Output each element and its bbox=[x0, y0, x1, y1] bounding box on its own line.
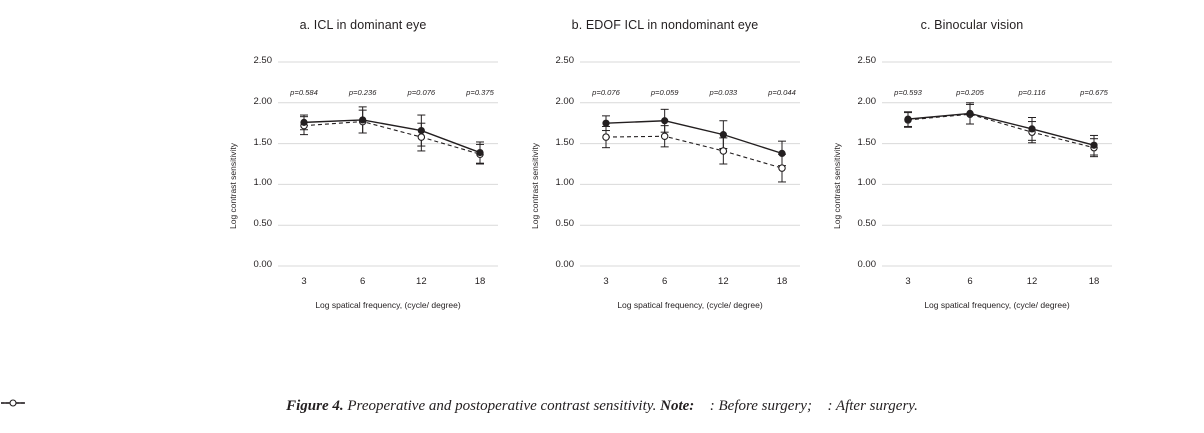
x-axis-tick-label: 12 bbox=[416, 276, 427, 287]
p-value-annotation: p=0.375 bbox=[466, 88, 494, 98]
y-axis-tick-label: 2.00 bbox=[857, 95, 876, 107]
y-axis-tick-label: 2.50 bbox=[555, 55, 574, 66]
caption-figure-label: Figure 4. bbox=[286, 398, 344, 414]
y-axis-tick-label: 1.00 bbox=[555, 177, 574, 189]
y-axis-tick-label: 0.00 bbox=[555, 259, 574, 270]
y-axis-tick-label: 0.50 bbox=[555, 218, 574, 230]
caption-legend-before: : Before surgery; bbox=[709, 398, 812, 414]
y-axis-tick-label: 1.00 bbox=[253, 177, 272, 189]
x-axis-label: Log spatical frequency, (cycle/ degree) bbox=[924, 300, 1070, 310]
x-axis-tick-label: 12 bbox=[718, 276, 729, 287]
chart-panel-b bbox=[520, 18, 810, 338]
y-axis-tick-label: 2.50 bbox=[857, 55, 876, 66]
p-value-annotation: p=0.236 bbox=[348, 88, 377, 98]
x-axis-tick-label: 12 bbox=[1026, 276, 1038, 287]
y-axis-tick-label: 2.00 bbox=[253, 95, 272, 107]
y-axis-tick-label: 0.00 bbox=[857, 259, 876, 270]
x-axis-label: Log spatical frequency, (cycle/ degree) bbox=[617, 300, 763, 310]
x-axis-tick-label: 3 bbox=[905, 276, 911, 287]
x-axis-tick-label: 6 bbox=[967, 276, 973, 287]
y-axis-tick-label: 1.50 bbox=[253, 136, 272, 148]
panel-c-title: c. Binocular vision bbox=[920, 18, 1024, 32]
p-value-annotation: p=0.076 bbox=[592, 88, 620, 98]
x-axis-tick-label: 18 bbox=[776, 276, 788, 287]
x-axis-tick-label: 18 bbox=[474, 276, 486, 287]
panel-b-plot bbox=[520, 54, 810, 322]
y-axis-tick-label: 2.50 bbox=[253, 55, 272, 66]
figure-caption bbox=[0, 398, 1204, 415]
y-axis-tick-label: 1.50 bbox=[857, 136, 876, 148]
caption-text: Preoperative and postoperative contrast sensitivity. bbox=[347, 398, 657, 414]
panel-c-plot bbox=[822, 54, 1122, 322]
y-axis-tick-label: 0.50 bbox=[857, 218, 876, 230]
y-axis-tick-label: 0.50 bbox=[253, 218, 272, 230]
x-axis-tick-label: 18 bbox=[1088, 276, 1100, 287]
panel-a-plot bbox=[218, 54, 508, 322]
x-axis-tick-label: 6 bbox=[662, 276, 668, 287]
x-axis-tick-label: 3 bbox=[603, 276, 609, 287]
y-axis-tick-label: 1.50 bbox=[555, 136, 574, 148]
caption-note-label: Note: bbox=[660, 398, 695, 414]
y-axis-label: Log contrast sensitivity bbox=[228, 143, 238, 230]
x-axis-label: Log spatical frequency, (cycle/ degree) bbox=[315, 300, 461, 310]
p-value-annotation: p=0.593 bbox=[894, 88, 922, 98]
p-value-annotation: p=0.116 bbox=[1018, 88, 1046, 98]
chart-panel-a bbox=[218, 18, 508, 338]
chart-panel-c bbox=[822, 18, 1122, 338]
y-axis-tick-label: 1.00 bbox=[857, 177, 876, 189]
y-axis-tick-label: 2.00 bbox=[555, 95, 574, 107]
caption-legend-after: : After surgery. bbox=[827, 398, 918, 414]
x-axis-tick-label: 6 bbox=[360, 276, 366, 287]
p-value-annotation: p=0.059 bbox=[650, 88, 679, 98]
y-axis-tick-label: 0.00 bbox=[253, 259, 272, 270]
x-axis-tick-label: 3 bbox=[301, 276, 307, 287]
p-value-annotation: p=0.033 bbox=[709, 88, 738, 98]
panel-b-title: b. EDOF ICL in nondominant eye bbox=[571, 18, 759, 32]
p-value-annotation: p=0.205 bbox=[956, 88, 984, 98]
p-value-annotation: p=0.076 bbox=[407, 88, 436, 98]
p-value-annotation: p=0.675 bbox=[1080, 88, 1108, 98]
p-value-annotation: p=0.044 bbox=[768, 88, 796, 98]
p-value-annotation: p=0.584 bbox=[290, 88, 318, 98]
y-axis-label: Log contrast sensitivity bbox=[530, 143, 540, 230]
y-axis-label: Log contrast sensitivity bbox=[832, 143, 842, 230]
panel-a-title: a. ICL in dominant eye bbox=[299, 18, 427, 32]
